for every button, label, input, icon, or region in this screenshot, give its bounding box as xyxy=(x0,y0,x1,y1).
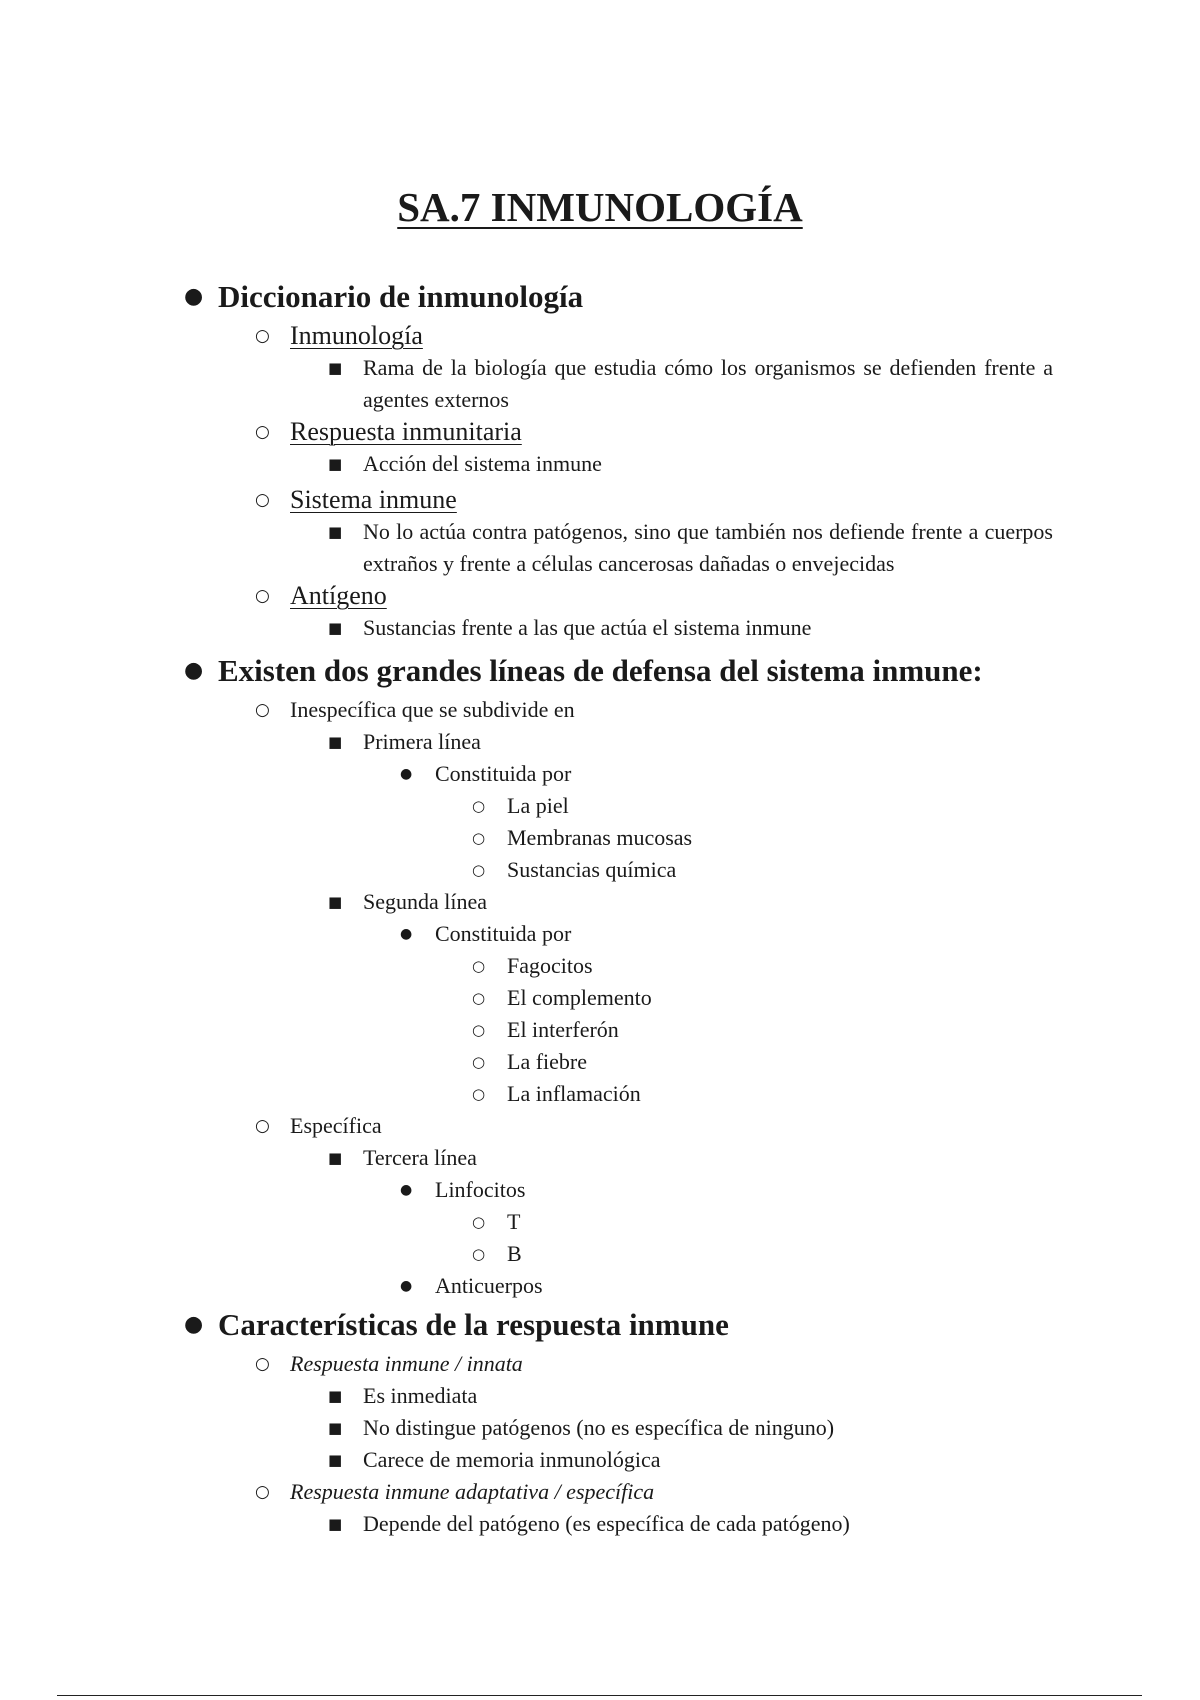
list-item xyxy=(0,612,1200,648)
circle-bullet-icon: ○ xyxy=(472,1213,486,1231)
list-item xyxy=(0,1142,1200,1174)
item-text: Respuesta inmune / innata xyxy=(290,1351,523,1376)
item-text: Fagocitos xyxy=(507,953,593,978)
circle-bullet-icon: ○ xyxy=(472,1021,486,1039)
list-item xyxy=(0,1046,1200,1078)
term: Inmunología xyxy=(290,321,423,350)
square-bullet-icon: ■ xyxy=(328,1149,343,1167)
circle-bullet-icon: ○ xyxy=(255,700,270,720)
list-item xyxy=(0,726,1200,758)
list-item xyxy=(0,448,1200,484)
circle-bullet-icon: ○ xyxy=(255,490,270,510)
term: Sistema inmune xyxy=(290,485,457,514)
square-bullet-icon: ■ xyxy=(328,359,343,377)
list-item xyxy=(0,1348,1200,1380)
item-text: Respuesta inmune adaptativa / específica xyxy=(290,1479,655,1504)
item-text: Es inmediata xyxy=(363,1383,478,1408)
circle-bullet-icon: ○ xyxy=(255,326,270,346)
definition: No lo actúa contra patógenos, sino que también nos defiende frente a cuerpos extraños y frente a células cancerosas dañadas o envejecidas xyxy=(363,519,1053,576)
section-heading xyxy=(0,1302,1200,1348)
item-text: Específica xyxy=(290,1113,382,1138)
circle-bullet-icon: ○ xyxy=(472,829,486,847)
circle-bullet-icon: ○ xyxy=(255,1116,270,1136)
item-text: Constituida por xyxy=(435,921,572,946)
item-text: La inflamación xyxy=(507,1081,641,1106)
list-item xyxy=(0,950,1200,982)
list-item xyxy=(0,1270,1200,1302)
bullet-icon: ● xyxy=(184,1312,204,1337)
item-text: Primera línea xyxy=(363,729,481,754)
square-bullet-icon: ■ xyxy=(328,523,343,541)
section-heading xyxy=(0,274,1200,320)
item-text: El complemento xyxy=(507,985,652,1010)
list-item xyxy=(0,694,1200,726)
item-text: Constituida por xyxy=(435,761,572,786)
list-item xyxy=(0,1238,1200,1270)
circle-bullet-icon: ○ xyxy=(472,1053,486,1071)
circle-bullet-icon: ○ xyxy=(255,1482,270,1502)
item-text: Inespecífica que se subdivide en xyxy=(290,697,575,722)
definition: Rama de la biología que estudia cómo los organismos se defienden frente a agentes externos xyxy=(363,355,1053,412)
list-item xyxy=(0,516,1200,580)
list-item xyxy=(0,1444,1200,1476)
item-text: No distingue patógenos (no es específica de ninguno) xyxy=(363,1415,835,1440)
item-text: Anticuerpos xyxy=(435,1273,543,1298)
list-item xyxy=(0,758,1200,790)
section-heading xyxy=(0,648,1200,694)
section-title: Características de la respuesta inmune xyxy=(218,1307,729,1342)
bullet-icon: ● xyxy=(184,658,204,683)
square-bullet-icon: ■ xyxy=(328,1451,343,1469)
definition: Acción del sistema inmune xyxy=(363,451,602,476)
outline xyxy=(0,274,1200,1540)
list-item xyxy=(0,1380,1200,1412)
list-item xyxy=(0,1476,1200,1508)
page-title: SA.7 INMUNOLOGÍA xyxy=(397,184,803,230)
list-item xyxy=(0,886,1200,918)
square-bullet-icon: ■ xyxy=(328,455,343,473)
item-text: El interferón xyxy=(507,1017,619,1042)
circle-bullet-icon: ○ xyxy=(472,957,486,975)
item-text: Tercera línea xyxy=(363,1145,477,1170)
circle-bullet-icon: ○ xyxy=(472,989,486,1007)
list-item xyxy=(0,484,1200,516)
item-text: Carece de memoria inmunológica xyxy=(363,1447,661,1472)
item-text: B xyxy=(507,1241,522,1266)
definition: Sustancias frente a las que actúa el sistema inmune xyxy=(363,615,812,640)
square-bullet-icon: ■ xyxy=(328,893,343,911)
list-item xyxy=(0,822,1200,854)
dot-bullet-icon: ● xyxy=(400,766,413,782)
circle-bullet-icon: ○ xyxy=(472,861,486,879)
bullet-icon: ● xyxy=(184,284,204,309)
circle-bullet-icon: ○ xyxy=(255,1354,270,1374)
term: Antígeno xyxy=(290,581,387,610)
item-text: Membranas mucosas xyxy=(507,825,693,850)
list-item xyxy=(0,416,1200,448)
list-item xyxy=(0,1508,1200,1540)
page-divider xyxy=(57,1695,1142,1696)
list-item xyxy=(0,352,1200,416)
square-bullet-icon: ■ xyxy=(328,733,343,751)
item-text: Segunda línea xyxy=(363,889,488,914)
circle-bullet-icon: ○ xyxy=(255,422,270,442)
section-title: Diccionario de inmunología xyxy=(218,279,584,314)
item-text: Sustancias química xyxy=(507,857,677,882)
square-bullet-icon: ■ xyxy=(328,1387,343,1405)
list-item xyxy=(0,790,1200,822)
list-item xyxy=(0,1110,1200,1142)
square-bullet-icon: ■ xyxy=(328,1515,343,1533)
item-text: Depende del patógeno (es específica de cada patógeno) xyxy=(363,1511,850,1536)
circle-bullet-icon: ○ xyxy=(255,586,270,606)
list-item xyxy=(0,854,1200,886)
list-item xyxy=(0,1412,1200,1444)
item-text: Linfocitos xyxy=(435,1177,526,1202)
square-bullet-icon: ■ xyxy=(328,1419,343,1437)
list-item xyxy=(0,320,1200,352)
list-item xyxy=(0,1206,1200,1238)
item-text: La fiebre xyxy=(507,1049,587,1074)
item-text: La piel xyxy=(507,793,569,818)
term: Respuesta inmunitaria xyxy=(290,417,522,446)
list-item xyxy=(0,1174,1200,1206)
list-item xyxy=(0,982,1200,1014)
circle-bullet-icon: ○ xyxy=(472,797,486,815)
dot-bullet-icon: ● xyxy=(400,1182,413,1198)
circle-bullet-icon: ○ xyxy=(472,1085,486,1103)
list-item xyxy=(0,1014,1200,1046)
list-item xyxy=(0,1078,1200,1110)
square-bullet-icon: ■ xyxy=(328,619,343,637)
list-item xyxy=(0,918,1200,950)
dot-bullet-icon: ● xyxy=(400,926,413,942)
circle-bullet-icon: ○ xyxy=(472,1245,486,1263)
item-text: T xyxy=(507,1209,521,1234)
dot-bullet-icon: ● xyxy=(400,1278,413,1294)
list-item xyxy=(0,580,1200,612)
section-title: Existen dos grandes líneas de defensa del sistema inmune: xyxy=(218,653,983,688)
